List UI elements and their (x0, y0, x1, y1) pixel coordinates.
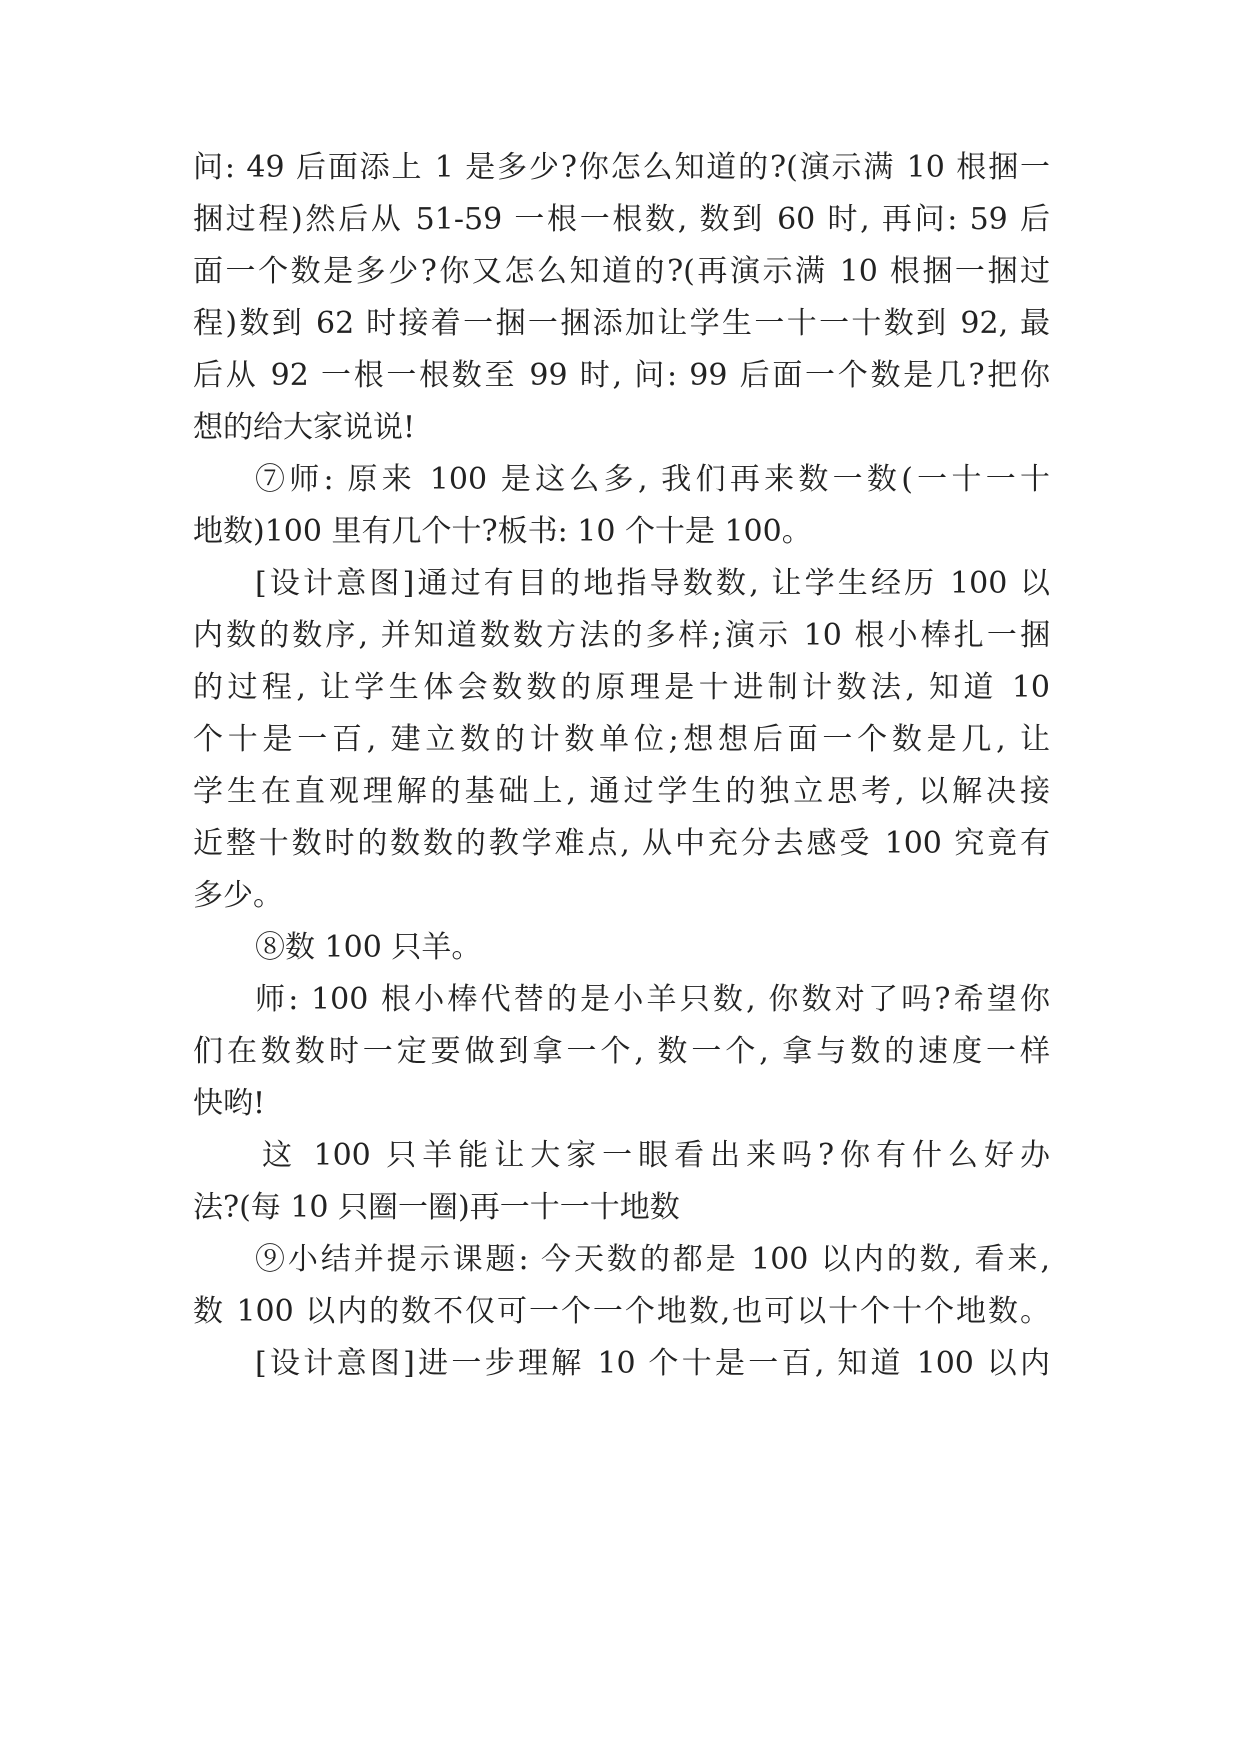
text-line: 们在数数时一定要做到拿一个, 数一个, 拿与数的速度一样 (193, 1034, 1050, 1069)
text-line: 捆过程)然后从 51-59 一根一根数, 数到 60 时, 再问: 59 后 (193, 202, 1050, 237)
text-line: [设计意图]通过有目的地指导数数, 让学生经历 100 以 (255, 566, 1050, 601)
text-line: 内数的数序, 并知道数数方法的多样;演示 10 根小棒扎一捆 (193, 618, 1050, 653)
text-line: 后从 92 一根一根数至 99 时, 问: 99 后面一个数是几?把你 (193, 358, 1050, 393)
text-line: 学生在直观理解的基础上, 通过学生的独立思考, 以解决接 (193, 774, 1050, 809)
text-line: ⑦师: 原来 100 是这么多, 我们再来数一数(一十一十 (255, 462, 1050, 497)
text-line: [设计意图]进一步理解 10 个十是一百, 知道 100 以内 (255, 1346, 1050, 1381)
text-line: 师: 100 根小棒代替的是小羊只数, 你数对了吗?希望你 (255, 982, 1050, 1017)
text-line: ⑧数 100 只羊。 (255, 930, 482, 965)
text-line: 想的给大家说说! (193, 410, 416, 445)
text-line: 面一个数是多少?你又怎么知道的?(再演示满 10 根捆一捆过 (193, 254, 1050, 289)
text-line: 快哟! (193, 1086, 266, 1121)
text-line: 近整十数时的数数的教学难点, 从中充分去感受 100 究竟有 (193, 826, 1050, 861)
text-line: 程)数到 62 时接着一捆一捆添加让学生一十一十数到 92, 最 (193, 306, 1050, 341)
text-line: 这 100 只羊能让大家一眼看出来吗?你有什么好办 (262, 1138, 1050, 1173)
text-line: 个十是一百, 建立数的计数单位;想想后面一个数是几, 让 (193, 722, 1050, 757)
text-line: 问: 49 后面添上 1 是多少?你怎么知道的?(演示满 10 根捆一 (193, 150, 1050, 185)
text-line: ⑨小结并提示课题: 今天数的都是 100 以内的数, 看来, (255, 1242, 1050, 1277)
text-line: 多少。 (193, 878, 283, 913)
text-line: 地数)100 里有几个十?板书: 10 个十是 100。 (193, 514, 812, 549)
text-line: 法?(每 10 只圈一圈)再一十一十地数 (193, 1190, 680, 1225)
text-line: 的过程, 让学生体会数数的原理是十进制计数法, 知道 10 (193, 670, 1050, 705)
text-line: 数 100 以内的数不仅可一个一个地数,也可以十个十个地数。 (193, 1294, 1050, 1329)
